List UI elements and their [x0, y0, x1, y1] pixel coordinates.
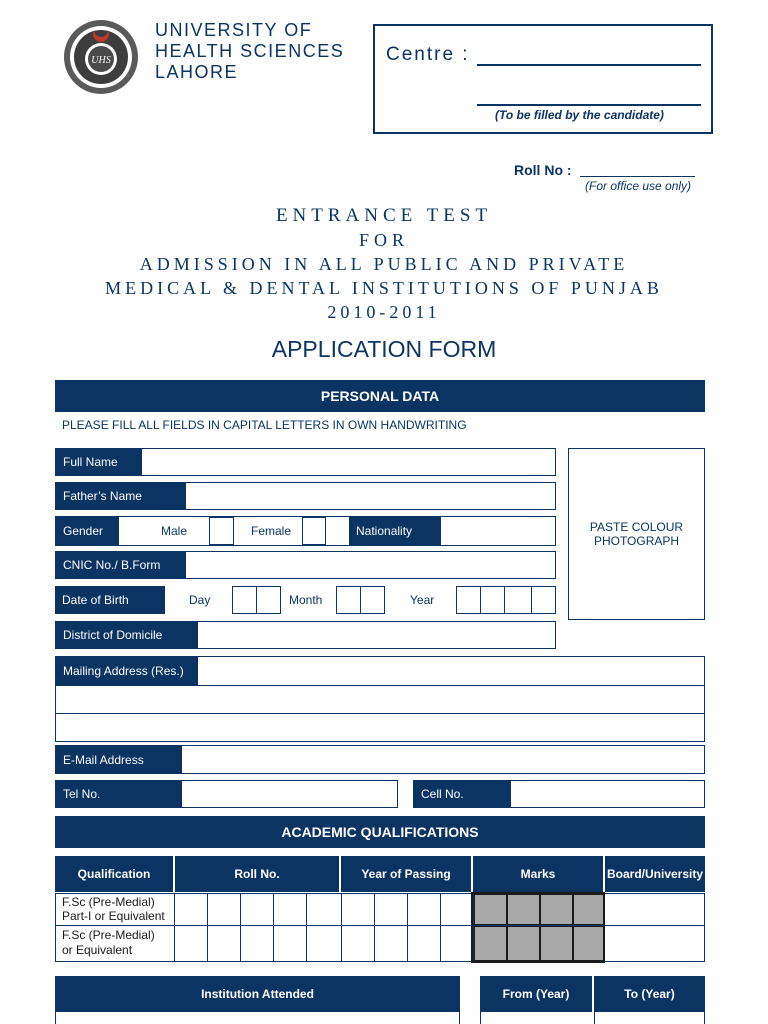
centre-note: (To be filled by the candidate) — [495, 108, 664, 122]
col-marks: Marks — [473, 856, 603, 892]
year-box-2[interactable] — [480, 586, 505, 614]
cnic-input[interactable] — [186, 552, 555, 578]
academic-header: ACADEMIC QUALIFICATIONS — [55, 816, 705, 848]
qualification-cell-border — [56, 894, 175, 925]
from-year-header: From (Year) — [480, 976, 592, 1012]
personal-data-header: PERSONAL DATA — [55, 380, 705, 412]
qualification-line2: or Equivalent — [62, 943, 133, 957]
title-block — [0, 204, 768, 324]
female-label: Female — [251, 524, 292, 538]
board-cell[interactable] — [606, 926, 704, 961]
mailing-address-block — [55, 656, 705, 742]
institution-row[interactable] — [55, 1012, 460, 1024]
male-label: Male — [161, 524, 188, 538]
day-box-2[interactable] — [256, 586, 281, 614]
gender-row — [55, 516, 556, 546]
academic-row-2 — [55, 926, 705, 962]
domicile-label: District of Domicile — [56, 622, 198, 648]
year-digit-4[interactable] — [441, 926, 474, 961]
gender-label: Gender — [56, 517, 119, 545]
day-label: Day — [189, 593, 211, 607]
month-box-2[interactable] — [360, 586, 385, 614]
university-logo — [60, 18, 142, 96]
year-label: Year — [410, 593, 435, 607]
mailing-label: Mailing Address (Res.) — [56, 657, 198, 685]
roll-digit-5[interactable] — [307, 926, 342, 961]
university-name-line2: HEALTH SCIENCES — [155, 41, 345, 61]
tel-input[interactable] — [182, 781, 397, 807]
tel-row — [55, 780, 398, 808]
father-name-label: Father’s Name — [56, 483, 186, 509]
qualification-cell-border — [56, 926, 175, 961]
year-box-3[interactable] — [504, 586, 532, 614]
instruction-text: PLEASE FILL ALL FIELDS IN CAPITAL LETTERS IN OWN HANDWRITING — [62, 418, 467, 432]
roll-digit-5[interactable] — [307, 894, 342, 925]
col-qualification: Qualification — [55, 856, 173, 892]
centre-label: Centre : — [386, 44, 470, 65]
male-checkbox[interactable] — [209, 517, 234, 545]
centre-input-line[interactable] — [477, 64, 701, 66]
roll-digit-4[interactable] — [274, 926, 307, 961]
mailing-input-1[interactable] — [198, 657, 704, 685]
mailing-input-2[interactable] — [56, 685, 704, 714]
cell-row — [413, 780, 705, 808]
title-line3: ADMISSION IN ALL PUBLIC AND PRIVATE — [139, 254, 629, 274]
year-digit-1[interactable] — [342, 926, 375, 961]
month-label: Month — [289, 593, 323, 607]
marks-grid-border — [471, 892, 605, 963]
email-row — [55, 745, 705, 774]
year-digit-3[interactable] — [408, 894, 441, 925]
month-box-1[interactable] — [336, 586, 361, 614]
cell-label: Cell No. — [414, 781, 511, 807]
year-digit-4[interactable] — [441, 894, 474, 925]
roll-no-note: (For office use only) — [585, 179, 692, 193]
university-name — [155, 20, 344, 83]
photo-box — [568, 448, 705, 620]
year-digit-3[interactable] — [408, 926, 441, 961]
from-year-cell[interactable] — [480, 1012, 705, 1024]
domicile-row — [55, 621, 556, 649]
cnic-label: CNIC No./ B.Form — [56, 552, 186, 578]
year-digit-2[interactable] — [375, 894, 408, 925]
roll-digit-3[interactable] — [241, 894, 274, 925]
roll-digit-1[interactable] — [175, 926, 208, 961]
cell-input[interactable] — [511, 781, 704, 807]
nationality-input[interactable] — [441, 517, 555, 545]
nationality-label: Nationality — [349, 517, 441, 545]
full-name-label: Full Name — [56, 449, 142, 475]
board-cell[interactable] — [606, 894, 704, 925]
qualification-line2: Part-I or Equivalent — [62, 909, 165, 923]
roll-digit-2[interactable] — [208, 894, 241, 925]
mailing-input-3[interactable] — [56, 713, 704, 742]
domicile-input[interactable] — [198, 622, 555, 648]
col-board-university: Board/University — [605, 856, 705, 892]
title-line5: 2010-2011 — [327, 302, 441, 322]
roll-digit-2[interactable] — [208, 926, 241, 961]
roll-no-label: Roll No : — [514, 162, 572, 178]
full-name-row — [55, 448, 556, 476]
title-line4: MEDICAL & DENTAL INSTITUTIONS OF PUNJAB — [105, 278, 663, 298]
year-box-4[interactable] — [531, 586, 556, 614]
dob-row — [55, 586, 556, 614]
university-name-line3: LAHORE — [155, 62, 239, 82]
roll-digit-3[interactable] — [241, 926, 274, 961]
qualification-line1: F.Sc (Pre-Medial) — [62, 928, 155, 942]
dob-label: Date of Birth — [55, 586, 165, 614]
tel-label: Tel No. — [56, 781, 182, 807]
title-line1: ENTRANCE TEST — [275, 205, 493, 226]
day-box-1[interactable] — [232, 586, 257, 614]
centre-input-line-2[interactable] — [477, 104, 701, 106]
email-input[interactable] — [182, 746, 704, 773]
year-digit-1[interactable] — [342, 894, 375, 925]
to-year-header: To (Year) — [594, 976, 705, 1012]
roll-digit-4[interactable] — [274, 894, 307, 925]
logo-text: UHS — [91, 55, 111, 66]
year-digit-2[interactable] — [375, 926, 408, 961]
full-name-input[interactable] — [142, 449, 555, 475]
qualification-line1: F.Sc (Pre-Medial) — [62, 895, 155, 909]
roll-no-line[interactable] — [580, 176, 695, 177]
female-checkbox[interactable] — [302, 517, 326, 545]
photo-line1: PASTE COLOUR — [589, 520, 684, 534]
to-year-divider — [594, 1012, 595, 1024]
academic-row-1 — [55, 893, 705, 926]
cnic-row — [55, 551, 556, 579]
roll-digit-1[interactable] — [175, 894, 208, 925]
title-line2: FOR — [358, 230, 409, 250]
email-label: E-Mail Address — [56, 746, 182, 773]
centre-box — [373, 24, 713, 134]
col-year-of-passing: Year of Passing — [341, 856, 471, 892]
father-name-input[interactable] — [186, 483, 555, 509]
year-box-1[interactable] — [456, 586, 481, 614]
form-title: APPLICATION FORM — [271, 336, 497, 362]
col-roll-no: Roll No. — [175, 856, 339, 892]
father-name-row — [55, 482, 556, 510]
institution-header: Institution Attended — [55, 976, 460, 1012]
photo-line2: PHOTOGRAPH — [593, 534, 680, 548]
university-name-line1: UNIVERSITY OF — [155, 20, 313, 40]
